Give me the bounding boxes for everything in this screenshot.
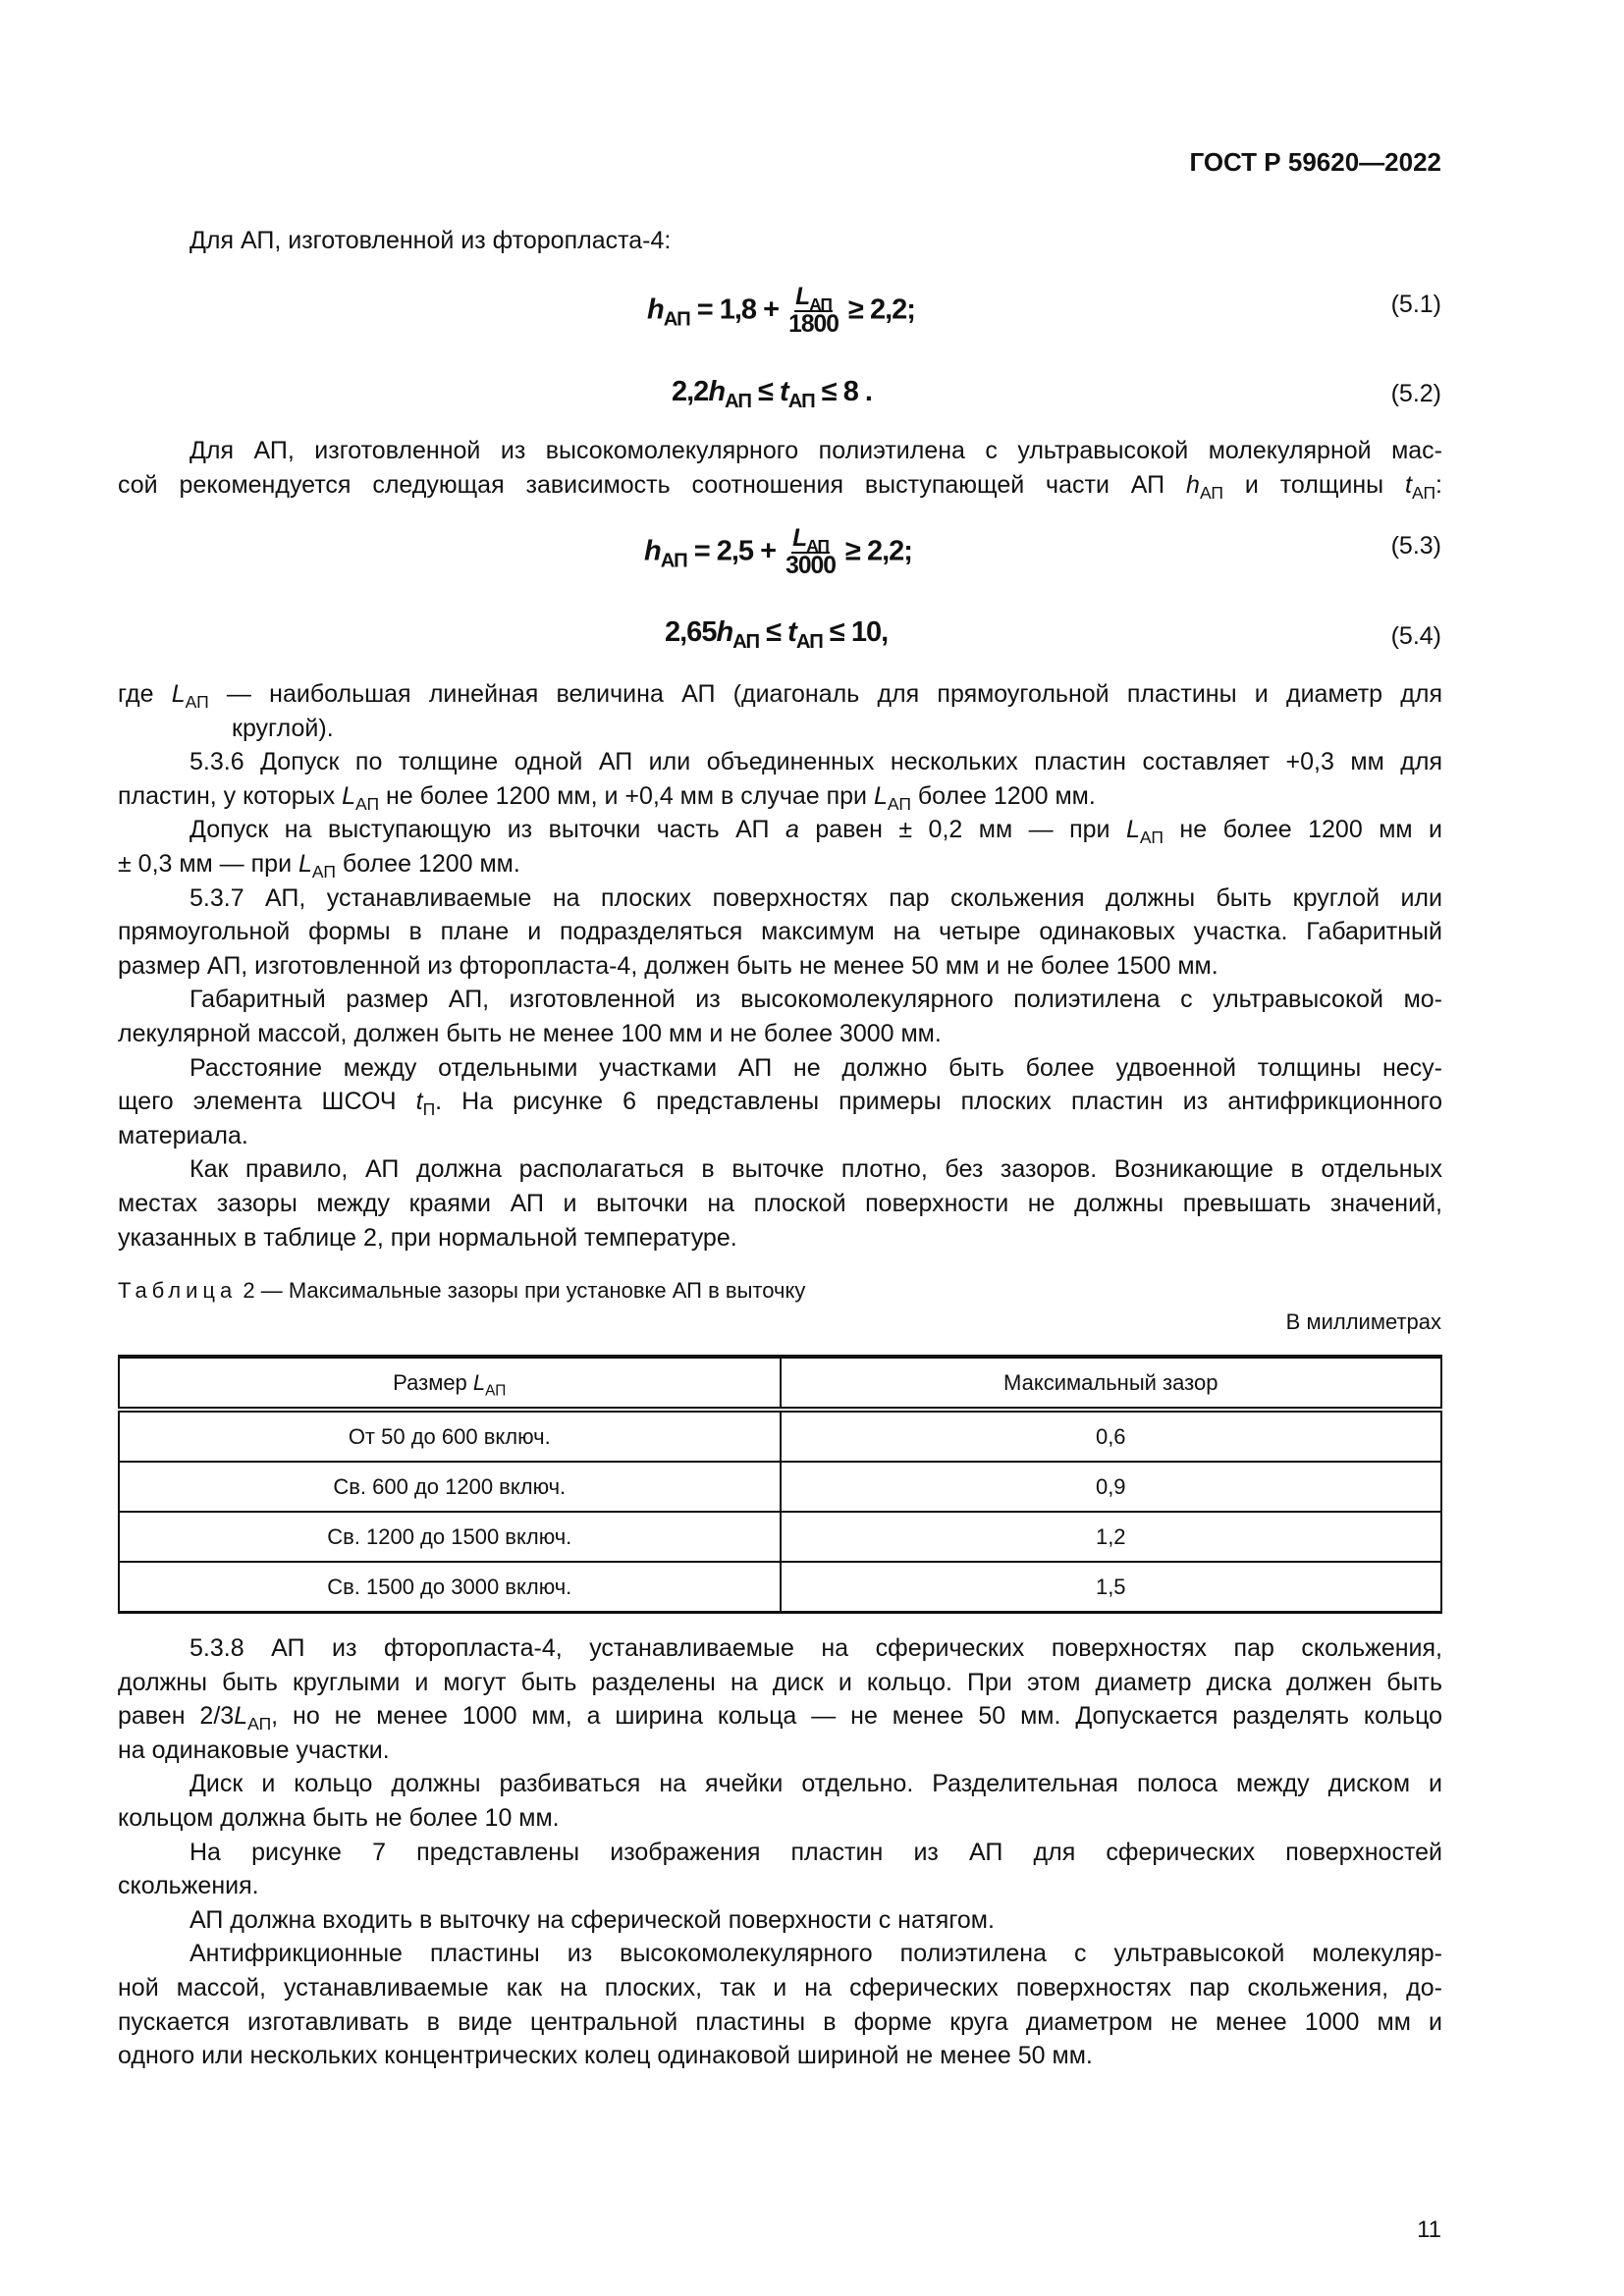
text-line: [118, 1937, 1442, 1971]
fraction: [788, 285, 839, 338]
cell-max-gap: 0,9: [781, 1462, 1442, 1512]
formula-body: [644, 526, 912, 579]
text-line: [118, 813, 1442, 847]
cell-size-range: Св. 1200 до 1500 включ.: [119, 1512, 781, 1562]
table-row: [119, 1410, 1441, 1462]
text-run: Габаритный размер АП, изготовленной из высокомолекулярного полиэтилена с ультравысокой мо-: [189, 986, 1442, 1014]
body-text-section-5-3-8: [118, 1631, 1442, 2073]
math-variable: L: [298, 849, 312, 878]
text-run: щего элемента ШСОЧ: [118, 1088, 416, 1116]
formula-body: [665, 616, 889, 654]
formula-5-3: [644, 526, 912, 579]
cell-max-gap: 0,6: [781, 1410, 1442, 1462]
text-run: 5.3.7 АП, устанавливаемые на плоских поверхностях пар скольжения должны быть круглой или: [189, 883, 1442, 912]
text-run: где: [118, 680, 172, 708]
math-variable: a: [785, 816, 799, 844]
math-variable: L: [1125, 816, 1140, 844]
cell-max-gap: 1,5: [781, 1562, 1442, 1613]
text-run: прямоугольной формы в плане и подразделяться максимум на четыре одинаковых участка. Габаритный: [118, 918, 1442, 946]
math-variable: L: [342, 781, 355, 810]
cell-max-gap: 1,2: [781, 1512, 1442, 1562]
math-subscript: АП: [660, 550, 687, 572]
math-subscript: АП: [725, 391, 752, 413]
formula-5-1: [647, 285, 915, 338]
text-run: сой рекомендуется следующая зависимость соотношения выступающей части АП: [118, 470, 1187, 499]
text-run: Для АП, изготовленной из фторопласта-4:: [189, 227, 672, 254]
equation-number: (5.2): [1390, 380, 1441, 407]
text-line: [118, 1051, 1442, 1086]
text-run: должны быть круглыми и могут быть разделены на диск и кольцо. При этом диаметр диска должен быть: [118, 1668, 1442, 1696]
formula-body: [672, 376, 872, 413]
text-run: . На рисунке 6 представлены примеры плоских пластин из антифрикционного: [435, 1088, 1442, 1116]
text-run: Расстояние между отдельными участками АП не должно быть более удвоенной толщины несу-: [189, 1053, 1442, 1082]
text-line: [118, 1699, 1442, 1734]
column-header-max-gap: Максимальный зазор: [781, 1357, 1442, 1410]
text-run: более 1200 мм.: [910, 781, 1096, 810]
page-number: 11: [1417, 2216, 1441, 2243]
cell-size-range: Св. 1500 до 3000 включ.: [119, 1562, 781, 1613]
equation-number: (5.1): [1390, 291, 1441, 318]
text-run: указанных в таблице 2, при нормальной температуре.: [118, 1223, 737, 1252]
text-line: [118, 779, 1442, 814]
text-run: ≤: [751, 376, 781, 407]
math-variable: L: [171, 680, 186, 708]
text-run: На рисунке 7 представлены изображения пластин из АП для сферических поверхностей: [189, 1838, 1442, 1866]
body-text-section-5-3-6: [118, 677, 1442, 1255]
uhmwpe-paragraph: [118, 434, 1442, 502]
text-run: ≥ 2,2;: [838, 535, 912, 567]
text-line: [118, 1221, 1442, 1255]
text-run: Диск и кольцо должны разбиваться на ячейки отдельно. Разделительная полоса между диском и: [189, 1770, 1442, 1798]
text-run: АП должна входить в выточку на сферической поверхности с натягом.: [189, 1905, 995, 1934]
text-run: Допуск на выступающую из выточки часть АП: [189, 816, 785, 844]
math-subscript: АП: [311, 862, 336, 882]
math-subscript: АП: [247, 1714, 272, 1735]
text-run: 3000: [785, 552, 836, 579]
cell-size-range: От 50 до 600 включ.: [119, 1410, 781, 1462]
text-line: [118, 881, 1442, 916]
fraction-denominator: [788, 312, 839, 338]
text-line: [118, 1971, 1442, 2005]
text-line: [118, 224, 1442, 258]
text-run: пускается изготавливать в виде центральной пластины в форме круга диаметром не менее 1000 мм и: [118, 2007, 1442, 2036]
cell-size-range: Св. 600 до 1200 включ.: [119, 1462, 781, 1512]
math-subscript: П: [422, 1099, 436, 1120]
text-run: местах зазоры между краями АП и выточки на плоской поверхности не должны превышать значений,: [118, 1189, 1442, 1217]
table-row: [119, 1512, 1441, 1562]
fraction: [785, 526, 836, 579]
text-line: [118, 2005, 1442, 2040]
text-line: [118, 1119, 1442, 1153]
text-line: [118, 1187, 1442, 1221]
text-run: ≤ 10,: [822, 616, 889, 648]
text-run: круглой).: [232, 714, 334, 742]
text-run: лекулярной массой, должен быть не менее 100 мм и не более 3000 мм.: [118, 1019, 942, 1047]
text-line: [118, 949, 1442, 984]
text-run: пластин, у которых: [118, 781, 343, 810]
math-variable: L: [873, 781, 888, 810]
text-run: ≥ 2,2;: [840, 294, 915, 326]
math-variable: h: [716, 616, 733, 648]
text-run: = 1,8 +: [689, 294, 786, 326]
text-run: ≤: [759, 616, 788, 648]
math-subscript: АП: [354, 793, 380, 814]
formula-body: [647, 285, 915, 338]
math-variable: h: [647, 294, 664, 326]
intro-paragraph: [118, 224, 1442, 258]
math-variable: h: [644, 535, 661, 567]
fraction-denominator: [785, 554, 836, 579]
text-line: [118, 1666, 1442, 1700]
math-variable: L: [795, 284, 810, 310]
text-run: ной массой, устанавливаемые как на плоских, так и на сферических поверхностях пар скольжения, до-: [118, 1973, 1442, 2002]
text-line: [118, 1085, 1442, 1119]
math-variable: L: [792, 525, 807, 552]
text-line: [118, 847, 1442, 881]
table-caption-label: Таблица: [118, 1278, 238, 1303]
text-run: Как правило, АП должна располагаться в выточке плотно, без зазоров. Возникающие в отдельных: [189, 1155, 1442, 1184]
math-subscript: АП: [795, 631, 823, 654]
text-run: скольжения.: [118, 1872, 259, 1900]
document-code: ГОСТ Р 59620—2022: [1189, 147, 1441, 177]
column-header-size: Размер $L_{АП}$: [119, 1357, 781, 1410]
text-run: материала.: [118, 1121, 248, 1149]
math-variable: t: [1405, 470, 1412, 499]
text-run: одного или нескольких концентрических колец одинаковой шириной не менее 50 мм.: [118, 2042, 1093, 2070]
text-line: [118, 983, 1442, 1017]
math-subscript: АП: [732, 631, 760, 654]
text-line: [118, 1631, 1442, 1666]
text-line: [118, 677, 1442, 712]
text-run: 1800: [788, 310, 839, 338]
table-caption: [118, 1278, 805, 1304]
text-run: ± 0,3 мм — при: [118, 849, 298, 878]
text-line: [118, 1734, 1442, 1768]
text-run: равен ± 0,2 мм — при: [798, 816, 1126, 844]
text-run: Антифрикционные пластины из высокомолекулярного полиэтилена с ультравысокой молекуляр-: [189, 1940, 1442, 1968]
text-line: [118, 1152, 1442, 1187]
table-caption-text: 2 — Максимальные зазоры при установке АП в выточку: [237, 1278, 806, 1303]
math-subscript: АП: [185, 692, 209, 713]
formula-5-2: [672, 376, 872, 413]
text-run: , но не менее 1000 мм, а ширина кольца — не менее 50 мм. Допускается разделять кольцо: [271, 1702, 1443, 1731]
text-run: 5.3.8 АП из фторопласта-4, устанавливаемые на сферических поверхностях пар скольжения,: [189, 1634, 1442, 1662]
formula-5-4: [665, 616, 889, 654]
text-run: Для АП, изготовленной из высокомолекулярного полиэтилена с ультравысокой молекулярной мас-: [189, 437, 1442, 464]
text-run: не более 1200 мм и: [1163, 816, 1442, 844]
math-variable: L: [234, 1702, 248, 1731]
math-subscript: АП: [787, 391, 815, 413]
gap-table: [118, 1355, 1442, 1614]
text-run: = 2,5 +: [686, 535, 784, 567]
text-line: [118, 745, 1442, 779]
text-line: [118, 1017, 1442, 1051]
text-run: на одинаковые участки.: [118, 1735, 390, 1764]
math-subscript: АП: [1199, 482, 1223, 503]
table-units: В миллиметрах: [1285, 1309, 1441, 1334]
text-run: — наибольшая линейная величина АП (диагональ для прямоугольной пластины и диаметр для: [208, 680, 1442, 708]
text-run: равен 2/3: [118, 1702, 235, 1731]
text-run: 2,2: [672, 376, 709, 407]
text-line: [118, 1801, 1442, 1836]
table-row: [119, 1562, 1441, 1613]
equation-number: (5.3): [1390, 532, 1441, 560]
text-run: более 1200 мм.: [335, 849, 520, 878]
math-subscript: АП: [663, 308, 690, 331]
text-run: не более 1200 мм, и +0,4 мм в случае при: [379, 781, 874, 810]
equation-number: (5.4): [1390, 622, 1441, 650]
table-row: [119, 1462, 1441, 1512]
math-subscript: АП: [806, 536, 829, 557]
text-run: 2,65: [665, 616, 717, 648]
math-variable: t: [787, 616, 796, 648]
math-variable: t: [415, 1088, 423, 1116]
text-line: [118, 1836, 1442, 1870]
text-run: и толщины: [1223, 470, 1406, 499]
text-line: [118, 712, 1442, 746]
text-line: [118, 2039, 1442, 2073]
math-subscript: АП: [1411, 482, 1436, 503]
text-run: ≤ 8 .: [814, 376, 872, 407]
text-line: [118, 1903, 1442, 1938]
text-line: [118, 468, 1442, 503]
math-variable: h: [1186, 470, 1200, 499]
text-line: [118, 1869, 1442, 1903]
math-subscript: АП: [809, 294, 832, 315]
text-line: [118, 1767, 1442, 1801]
math-variable: t: [780, 376, 788, 407]
fraction-numerator: [791, 525, 830, 557]
text-line: [118, 915, 1442, 949]
text-run: 5.3.6 Допуск по толщине одной АП или объединенных нескольких пластин составляет +0,3 мм для: [189, 748, 1442, 776]
math-subscript: АП: [1139, 828, 1164, 848]
fraction-numerator: [794, 284, 833, 315]
math-variable: h: [708, 376, 726, 407]
text-run: размер АП, изготовленной из фторопласта-4, должен быть не менее 50 мм и не более 1500 мм.: [118, 951, 1218, 980]
math-subscript: АП: [887, 793, 911, 814]
text-run: кольцом должна быть не более 10 мм.: [118, 1803, 560, 1832]
text-line: [118, 434, 1442, 468]
text-run: :: [1435, 470, 1442, 499]
